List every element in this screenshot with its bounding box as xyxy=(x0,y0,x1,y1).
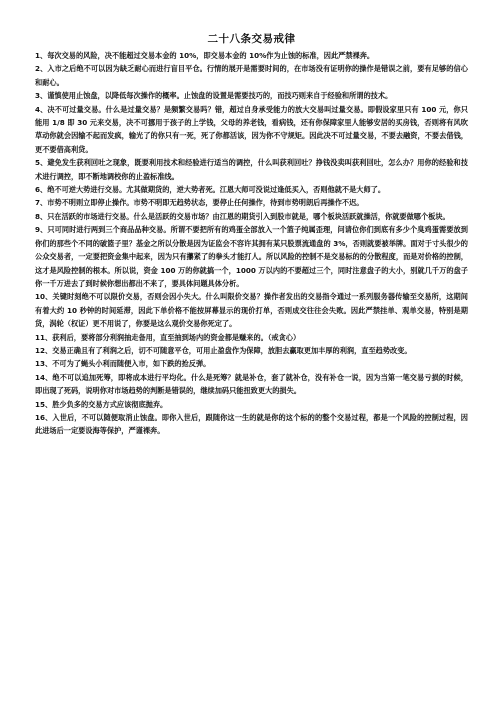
rule-item: 15、胜少负多的交易方式应该彻底抛弃。 xyxy=(35,399,168,409)
rule-item: 4、决不可过量交易。什么是过量交易？是频繁交易吗？错，超过自身承受能力的放大交易叫过量交易。即假设家里只有 100 元，你只能用 1/8 即 30 元来交易，决不可挪用于孩子的上学钱，父母的养老钱，看病钱，还有你保障家里人能够安居的买房钱，否则将有风吹草动你就会因输不起而发疯，输光了的你只有一死，死了你都活该，因为你不守规矩。因此决不可过量交易，不要去融资，不要去借钱，更不要借高利贷。 xyxy=(35,104,468,154)
document-title: 二十八条交易戒律 xyxy=(207,33,296,45)
rule-item: 13、不可为了蝇头小利而随便入市，如下跌的抢反弹。 xyxy=(35,359,211,369)
rule-item: 7、市势不明则立即停止操作。市势不明即无趋势状态，要停止任何操作，待到市势明朗后再操作不迟。 xyxy=(35,198,364,208)
rule-item: 10、关键时刻绝不可以限价交易，否则会因小失大。什么叫限价交易？操作者发出的交易指令通过一系列服务器传输至交易所，这期间有着大约 10 秒钟的时间延滞，因此下单价格不能按屏幕显示的现价打单，否则成交往往会失败。因此严禁挂单、观单交易，特别是期货，涡轮（权证）更不用说了，你要是这么观价交易你死定了。 xyxy=(35,292,468,329)
rule-item: 1、每次交易的风险，决不能超过交易本金的 10%，即交易本金的 10%作为止蚀的标准，因此严禁裸奔。 xyxy=(35,51,375,60)
rule-item: 8、只在活跃的市场进行交易。什么是活跃的交易市场？由江恩的期货引入到股市就是，哪个板块活跃就操活，你就要做哪个板块。 xyxy=(35,211,450,221)
rule-item: 6、绝不可逆大势进行交易。尤其做期货的，逆大势者死。江恩大师可没说过逢低买入，否则他就不是大师了。 xyxy=(35,185,386,195)
rule-item: 11、获利后，要将部分利润抽走备用，直至抽到场内的资金都是赚来的。（戒贪心） xyxy=(35,332,301,342)
rule-item: 14、绝不可以追加死筹，即将成本进行平均化。什么是死筹？就是补仓，套了就补仓，没有补仓一说，因为当第一笔交易亏损的时候，即出现了死码，说明你对市场趋势的判断是错误的，继续加码只能扭致更大的损失。 xyxy=(35,372,468,396)
rule-item: 12、交易正确且有了利润之后，切不可随意平仓，可用止盈盘作为保障，放胆去赢取更加丰厚的利润，直至趋势改变。 xyxy=(35,345,412,355)
rule-item: 3、谨慎使用止蚀盘，以降低每次操作的概率。止蚀盘的设置是需要技巧的，而技巧则来自于经验和所谓的技术。 xyxy=(35,91,393,101)
rule-item: 16、入世后，不可以随便取消止蚀盘。即你入世后，跟随你这一生的就是你的这个标的的整个交易过程，都是一个风险的控制过程，因此进场后一定要设海等保护，严谨裸奔。 xyxy=(35,412,468,436)
rule-list xyxy=(35,49,468,438)
rule-item: 5、避免发生获利回吐之现象，既要利用技术和经验进行适当的调控，什么叫获利回吐？挣钱没卖叫获利回吐，怎么办？用你的经验和技术进行调控，即不断地调校你的止盈标准线。 xyxy=(35,158,468,181)
rule-item: 2、入市之后绝不可以因为缺乏耐心而进行盲目平仓。行情的展开是需要时间的，在市场没有证明你的操作是错误之前，要有足够的信心和耐心。 xyxy=(35,64,468,87)
rule-item: 9、只可同时进行两到三个商品品种交易。所谓不要把所有的鸡蛋全部放入一个篮子纯属歪理，问请位你们到底有多少个臭鸡蛋需要放到你们的那些个不同的破篮子里？基金之所以分散是因为证监会不容许其拥有某只股票流通盘的 3%，否则就要被举牌。面对于寸头很少的公众交易者，一定要把资金集中起来，因为只有攥紧了的拳头才能打人。所以风险的控制不是交易标的的分散程度，而是对价格的控制，这才是风险控制的根本。所以说，资金 100 万的你就搞一个，1000 万以内的不要超过三个，同时注意盘子的大小，别就几千万的盘子你一千万进去了到时候你想出都出不来了，要具体问题具体分析。 xyxy=(35,225,468,288)
